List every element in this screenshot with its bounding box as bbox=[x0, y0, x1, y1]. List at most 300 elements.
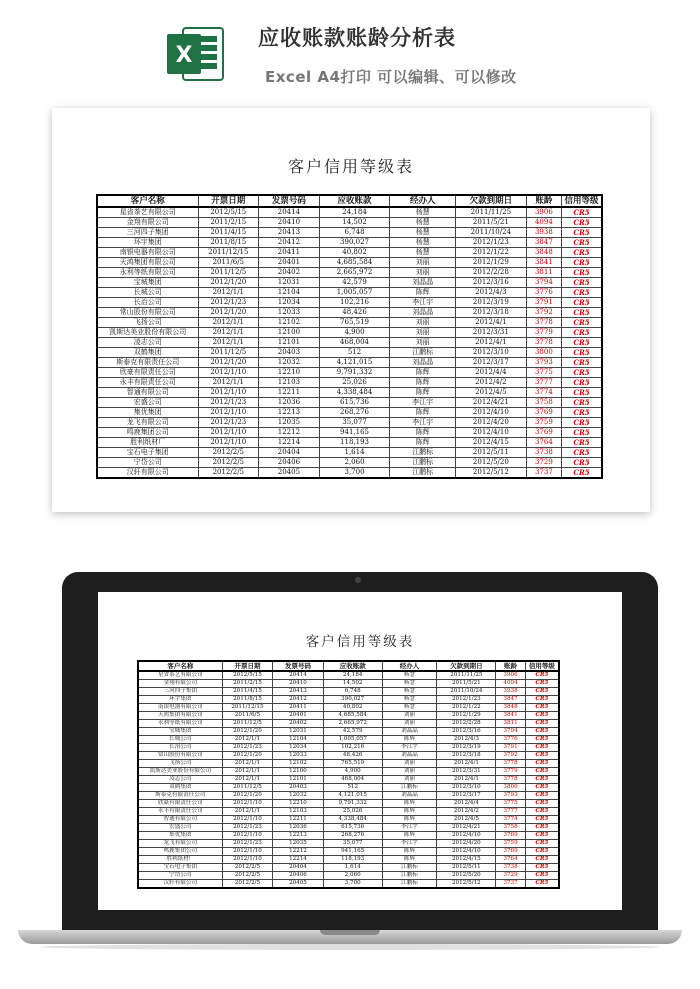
screen-table-row bbox=[138, 792, 559, 800]
table-cell: 20411 bbox=[259, 248, 320, 258]
screen-table-cell: 102,216 bbox=[323, 744, 382, 752]
screen-table-row bbox=[138, 696, 559, 704]
column-header: 欠款到期日 bbox=[456, 195, 527, 207]
table-cell: CR5 bbox=[562, 248, 602, 258]
table-row bbox=[97, 328, 602, 338]
screen-table-cell: 天鸿集团有限公司 bbox=[138, 712, 222, 720]
table-cell: 12101 bbox=[259, 338, 320, 348]
table-cell: 2012/1/20 bbox=[198, 278, 259, 288]
screen-table-cell: 2012/1/1 bbox=[222, 776, 273, 784]
screen-table-cell: 刘丽 bbox=[382, 712, 437, 720]
table-cell: 2012/1/23 bbox=[198, 398, 259, 408]
screen-table-cell: 双鹤集团 bbox=[138, 784, 222, 792]
column-header: 账龄 bbox=[526, 195, 561, 207]
table-cell: 2011/12/5 bbox=[198, 348, 259, 358]
table-cell: 9,791,332 bbox=[319, 368, 390, 378]
screen-table-cell: CR5 bbox=[525, 800, 559, 808]
table-cell: CR5 bbox=[562, 228, 602, 238]
screen-table-cell: 20410 bbox=[273, 680, 324, 688]
table-cell: 鸣鹿集团公司 bbox=[97, 428, 198, 438]
table-row bbox=[97, 398, 602, 408]
screen-table-cell: 胜利纸材厂 bbox=[138, 856, 222, 864]
table-cell: 天鸿集团有限公司 bbox=[97, 258, 198, 268]
screen-table-cell: CR5 bbox=[525, 776, 559, 784]
screen-table-cell: 2012/1/10 bbox=[222, 832, 273, 840]
table-cell: CR5 bbox=[562, 298, 602, 308]
table-cell: CR5 bbox=[562, 368, 602, 378]
table-cell: 3738 bbox=[526, 448, 561, 458]
table-cell: 杨慧 bbox=[390, 218, 456, 228]
table-cell: 3758 bbox=[526, 398, 561, 408]
screen-table-row bbox=[138, 671, 559, 680]
screen-table-cell: 陈辉 bbox=[382, 800, 437, 808]
excel-icon-letter: X bbox=[175, 43, 193, 68]
screen-table-row bbox=[138, 848, 559, 856]
table-cell: 12100 bbox=[259, 328, 320, 338]
screen-table-cell: 宝石电子集团 bbox=[138, 864, 222, 872]
screen-credit-table bbox=[137, 660, 560, 889]
screen-table-cell: 2012/1/23 bbox=[222, 840, 273, 848]
screen-table-cell: 512 bbox=[323, 784, 382, 792]
screen-table-cell: 390,027 bbox=[323, 696, 382, 704]
screen-table-cell: CR5 bbox=[525, 712, 559, 720]
screen-column-header: 经办人 bbox=[382, 661, 437, 671]
table-cell: 刘丽 bbox=[390, 318, 456, 328]
screen-table-cell: 3841 bbox=[496, 712, 525, 720]
column-header: 经办人 bbox=[390, 195, 456, 207]
screen-table-cell: 4094 bbox=[496, 680, 525, 688]
table-row bbox=[97, 278, 602, 288]
table-cell: 宝石电子集团 bbox=[97, 448, 198, 458]
screen-table-cell: 3737 bbox=[496, 880, 525, 889]
table-cell: 3777 bbox=[526, 378, 561, 388]
table-cell: 欣豪有限责任公司 bbox=[97, 368, 198, 378]
screen-table-cell: 3759 bbox=[496, 840, 525, 848]
screen-table-cell: 3800 bbox=[496, 784, 525, 792]
table-cell: 14,502 bbox=[319, 218, 390, 228]
screen-table-cell: CR5 bbox=[525, 848, 559, 856]
screen-table-cell: 2011/8/15 bbox=[222, 696, 273, 704]
table-cell: 42,579 bbox=[319, 278, 390, 288]
table-cell: 12032 bbox=[259, 358, 320, 368]
table-cell: 胜利纸材厂 bbox=[97, 438, 198, 448]
table-cell: 江鹏标 bbox=[390, 348, 456, 358]
screen-table-cell: 12031 bbox=[273, 728, 324, 736]
screen-table-row bbox=[138, 688, 559, 696]
screen-table-cell: 35,077 bbox=[323, 840, 382, 848]
screen-table-cell: 268,276 bbox=[323, 832, 382, 840]
screen-table-cell: 陈辉 bbox=[382, 848, 437, 856]
table-cell: CR5 bbox=[562, 207, 602, 218]
table-row bbox=[97, 448, 602, 458]
table-cell: 永丰有限责任公司 bbox=[97, 378, 198, 388]
screen-table-cell: 陈辉 bbox=[382, 856, 437, 864]
table-cell: 12104 bbox=[259, 288, 320, 298]
screen-table-row bbox=[138, 864, 559, 872]
screen-table-cell: 3776 bbox=[496, 736, 525, 744]
screen-table-cell: 3811 bbox=[496, 720, 525, 728]
table-cell: 4094 bbox=[526, 218, 561, 228]
screen-table-cell: 长治公司 bbox=[138, 744, 222, 752]
table-cell: 斯泰克有限责任公司 bbox=[97, 358, 198, 368]
table-cell: 2012/3/19 bbox=[456, 298, 527, 308]
table-cell: 2011/6/5 bbox=[198, 258, 259, 268]
table-cell: 24,184 bbox=[319, 207, 390, 218]
table-cell: 2012/1/10 bbox=[198, 388, 259, 398]
table-cell: 2012/3/17 bbox=[456, 358, 527, 368]
screen-table-row bbox=[138, 880, 559, 889]
screen-table-cell: 2012/4/5 bbox=[437, 816, 496, 824]
table-cell: 4,900 bbox=[319, 328, 390, 338]
screen-table-cell: 3847 bbox=[496, 696, 525, 704]
screen-table-cell: 20412 bbox=[273, 696, 324, 704]
screen-table-cell: 2012/1/10 bbox=[222, 800, 273, 808]
table-cell: 集优集团 bbox=[97, 408, 198, 418]
screen-table-cell: 14,502 bbox=[323, 680, 382, 688]
table-cell: CR5 bbox=[562, 378, 602, 388]
screen-table-cell: 飞扬公司 bbox=[138, 760, 222, 768]
table-cell: 20405 bbox=[259, 468, 320, 479]
screen-table-cell: 三河四子集团 bbox=[138, 688, 222, 696]
screen-table-cell: CR5 bbox=[525, 696, 559, 704]
table-cell: 35,077 bbox=[319, 418, 390, 428]
screen-table-cell: 杨慧 bbox=[382, 671, 437, 680]
table-cell: 2012/1/1 bbox=[198, 328, 259, 338]
column-header: 客户名称 bbox=[97, 195, 198, 207]
screen-table-cell: 2011/12/5 bbox=[222, 720, 273, 728]
screen-table-row bbox=[138, 744, 559, 752]
table-cell: 三河四子集团 bbox=[97, 228, 198, 238]
table-cell: 刘丽 bbox=[390, 268, 456, 278]
screen-table-cell: 凌志公司 bbox=[138, 776, 222, 784]
screen-table-row bbox=[138, 776, 559, 784]
table-cell: 3938 bbox=[526, 228, 561, 238]
screen-table-cell: 陈辉 bbox=[382, 736, 437, 744]
screen-table-cell: 江鹏标 bbox=[382, 784, 437, 792]
table-cell: 3793 bbox=[526, 358, 561, 368]
screen-table-cell: 2012/1/20 bbox=[222, 728, 273, 736]
column-header: 信用等级 bbox=[562, 195, 602, 207]
table-cell: 20414 bbox=[259, 207, 320, 218]
table-row bbox=[97, 207, 602, 218]
table-cell: 2012/5/11 bbox=[456, 448, 527, 458]
table-cell: CR5 bbox=[562, 338, 602, 348]
screen-table-cell: 20401 bbox=[273, 712, 324, 720]
table-cell: CR5 bbox=[562, 268, 602, 278]
table-cell: 20410 bbox=[259, 218, 320, 228]
screen-table-row bbox=[138, 736, 559, 744]
screen-table-cell: 12214 bbox=[273, 856, 324, 864]
table-cell: 陈辉 bbox=[390, 368, 456, 378]
screen-table-cell: CR5 bbox=[525, 856, 559, 864]
table-cell: 2012/4/4 bbox=[456, 368, 527, 378]
table-cell: 刘丽 bbox=[390, 258, 456, 268]
table-row bbox=[97, 468, 602, 479]
table-cell: 25,026 bbox=[319, 378, 390, 388]
screen-table-cell: 6,748 bbox=[323, 688, 382, 696]
table-row bbox=[97, 348, 602, 358]
screen-table-row bbox=[138, 680, 559, 688]
page-title: 应收账款账龄分析表 bbox=[258, 26, 456, 50]
screen-table-cell: 12035 bbox=[273, 840, 324, 848]
table-cell: 40,802 bbox=[319, 248, 390, 258]
table-cell: CR5 bbox=[562, 348, 602, 358]
screen-table-cell: 杨慧 bbox=[382, 688, 437, 696]
table-cell: 2012/5/12 bbox=[456, 468, 527, 479]
screen-table-cell: CR5 bbox=[525, 704, 559, 712]
table-cell: 2012/3/16 bbox=[456, 278, 527, 288]
table-cell: 陈辉 bbox=[390, 388, 456, 398]
screen-table-row bbox=[138, 824, 559, 832]
screen-table-row bbox=[138, 856, 559, 864]
table-cell: 2,060 bbox=[319, 458, 390, 468]
screen-table-cell: CR5 bbox=[525, 752, 559, 760]
table-cell: 龙飞有限公司 bbox=[97, 418, 198, 428]
screen-table-cell: 2012/3/18 bbox=[437, 752, 496, 760]
table-cell: 3792 bbox=[526, 308, 561, 318]
table-cell: 2012/4/21 bbox=[456, 398, 527, 408]
screen-column-header: 欠款到期日 bbox=[437, 661, 496, 671]
screen-table-cell: 2,665,972 bbox=[323, 720, 382, 728]
table-cell: 3841 bbox=[526, 258, 561, 268]
screen-table-cell: 12033 bbox=[273, 752, 324, 760]
screen-table-cell: 2012/3/17 bbox=[437, 792, 496, 800]
screen-table-cell: 李江宇 bbox=[382, 824, 437, 832]
screen-table-cell: 2011/10/24 bbox=[437, 688, 496, 696]
screen-table-cell: 常山股份有限公司 bbox=[138, 752, 222, 760]
table-cell: 陈辉 bbox=[390, 428, 456, 438]
table-cell: 1,005,057 bbox=[319, 288, 390, 298]
screen-table-row bbox=[138, 840, 559, 848]
screen-table-cell: 2012/5/12 bbox=[437, 880, 496, 889]
screen-table-cell: 3764 bbox=[496, 856, 525, 864]
table-cell: 468,004 bbox=[319, 338, 390, 348]
screen-table-cell: 2012/3/16 bbox=[437, 728, 496, 736]
screen-table-cell: 2012/2/5 bbox=[222, 872, 273, 880]
table-cell: 268,276 bbox=[319, 408, 390, 418]
table-cell: 2012/2/5 bbox=[198, 468, 259, 479]
table-cell: CR5 bbox=[562, 278, 602, 288]
table-cell: 2011/10/24 bbox=[456, 228, 527, 238]
table-cell: 765,519 bbox=[319, 318, 390, 328]
table-cell: 宝城集团 bbox=[97, 278, 198, 288]
screen-table-cell: 468,004 bbox=[323, 776, 382, 784]
page-header bbox=[0, 0, 700, 100]
table-cell: CR5 bbox=[562, 318, 602, 328]
screen-table-cell: 2012/3/19 bbox=[437, 744, 496, 752]
screen-table-cell: 2011/2/15 bbox=[222, 680, 273, 688]
screen-table-cell: CR5 bbox=[525, 864, 559, 872]
screen-table-cell: CR5 bbox=[525, 744, 559, 752]
screen-table-cell: 刘丽 bbox=[382, 760, 437, 768]
screen-table-cell: 2012/4/1 bbox=[437, 760, 496, 768]
table-cell: 20404 bbox=[259, 448, 320, 458]
table-row bbox=[97, 338, 602, 348]
table-cell: CR5 bbox=[562, 258, 602, 268]
table-cell: 20403 bbox=[259, 348, 320, 358]
screen-table-cell: 龙飞有限公司 bbox=[138, 840, 222, 848]
table-cell: 宏盛公司 bbox=[97, 398, 198, 408]
screen-table-row bbox=[138, 752, 559, 760]
screen-table-cell: 2012/1/22 bbox=[437, 704, 496, 712]
table-cell: 20406 bbox=[259, 458, 320, 468]
screen-table-cell: 永利等纸有限公司 bbox=[138, 720, 222, 728]
screen-table-cell: 12211 bbox=[273, 816, 324, 824]
screen-table-cell: 20413 bbox=[273, 688, 324, 696]
table-cell: 2011/2/15 bbox=[198, 218, 259, 228]
screen-table-cell: 陈辉 bbox=[382, 832, 437, 840]
screen-table-cell: 李江宇 bbox=[382, 744, 437, 752]
table-cell: 3764 bbox=[526, 438, 561, 448]
screen-table-cell: 李江宇 bbox=[382, 840, 437, 848]
screen-table-cell: 2012/1/10 bbox=[222, 856, 273, 864]
table-cell: 宁岱公司 bbox=[97, 458, 198, 468]
table-cell: 李江宇 bbox=[390, 298, 456, 308]
screen-table-cell: 2012/5/20 bbox=[437, 872, 496, 880]
sheet-title: 客户信用等级表 bbox=[287, 157, 414, 176]
table-cell: 4,338,484 bbox=[319, 388, 390, 398]
table-cell: 2012/3/31 bbox=[456, 328, 527, 338]
table-cell: 双鹤集团 bbox=[97, 348, 198, 358]
screen-table-cell: 陈辉 bbox=[382, 808, 437, 816]
screen-table-cell: 2012/5/11 bbox=[437, 864, 496, 872]
table-cell: 2012/5/20 bbox=[456, 458, 527, 468]
table-row bbox=[97, 368, 602, 378]
screen-table-cell: 刘丽 bbox=[382, 720, 437, 728]
screen-table-cell: 2011/6/5 bbox=[222, 712, 273, 720]
table-cell: 3776 bbox=[526, 288, 561, 298]
screen-table-cell: 20403 bbox=[273, 784, 324, 792]
column-header: 发票号码 bbox=[259, 195, 320, 207]
screen-table-row bbox=[138, 816, 559, 824]
table-row bbox=[97, 458, 602, 468]
table-cell: 102,216 bbox=[319, 298, 390, 308]
screen-table-cell: 12032 bbox=[273, 792, 324, 800]
screen-table-cell: 2012/2/5 bbox=[222, 864, 273, 872]
table-cell: CR5 bbox=[562, 398, 602, 408]
screen-table-cell: 3777 bbox=[496, 808, 525, 816]
table-cell: CR5 bbox=[562, 388, 602, 398]
table-cell: CR5 bbox=[562, 288, 602, 298]
column-header: 开票日期 bbox=[198, 195, 259, 207]
table-cell: 杨慧 bbox=[390, 238, 456, 248]
table-cell: 凯斯达美业股份有限公司 bbox=[97, 328, 198, 338]
screen-table-cell: 4,900 bbox=[323, 768, 382, 776]
screen-table-cell: 941,165 bbox=[323, 848, 382, 856]
table-cell: 2012/1/10 bbox=[198, 408, 259, 418]
table-cell: 陈辉 bbox=[390, 408, 456, 418]
table-cell: 2012/4/1 bbox=[456, 338, 527, 348]
screen-table-cell: 杨慧 bbox=[382, 680, 437, 688]
page-subtitle: Excel A4打印 可以编辑、可以修改 bbox=[265, 68, 517, 86]
screen-table-cell: 3794 bbox=[496, 728, 525, 736]
column-header: 应收账款 bbox=[319, 195, 390, 207]
screen-table-cell: 2012/1/1 bbox=[222, 736, 273, 744]
screen-table-cell: 环宇集团 bbox=[138, 696, 222, 704]
screen-table-cell: 3906 bbox=[496, 671, 525, 680]
screen-table-cell: 2012/4/21 bbox=[437, 824, 496, 832]
screen-table-cell: CR5 bbox=[525, 792, 559, 800]
screen-table-cell: CR5 bbox=[525, 760, 559, 768]
table-cell: 2012/1/22 bbox=[456, 248, 527, 258]
screen-column-header: 账龄 bbox=[496, 661, 525, 671]
screen-table-cell: 2,060 bbox=[323, 872, 382, 880]
table-cell: 飞扬公司 bbox=[97, 318, 198, 328]
table-cell: 凌志公司 bbox=[97, 338, 198, 348]
screen-table-cell: CR5 bbox=[525, 824, 559, 832]
table-row bbox=[97, 308, 602, 318]
table-cell: 2012/1/10 bbox=[198, 438, 259, 448]
screen-table-cell: 20411 bbox=[273, 704, 324, 712]
table-cell: 3778 bbox=[526, 318, 561, 328]
screen-table-cell: 2012/4/4 bbox=[437, 800, 496, 808]
table-cell: CR5 bbox=[562, 448, 602, 458]
table-cell: 2012/4/20 bbox=[456, 418, 527, 428]
screen-table-row bbox=[138, 704, 559, 712]
table-cell: 3775 bbox=[526, 368, 561, 378]
table-cell: 2011/4/15 bbox=[198, 228, 259, 238]
screen-sheet-title: 客户信用等级表 bbox=[305, 634, 415, 650]
table-cell: 12212 bbox=[259, 428, 320, 438]
screen-table-cell: 2012/4/15 bbox=[437, 856, 496, 864]
laptop-screen bbox=[98, 592, 622, 910]
screen-table-cell: 4,685,584 bbox=[323, 712, 382, 720]
screen-table-cell: 刘晶晶 bbox=[382, 728, 437, 736]
screen-table-cell: 2012/2/5 bbox=[222, 880, 273, 889]
screen-table-cell: 4,338,484 bbox=[323, 816, 382, 824]
screen-table-cell: 3758 bbox=[496, 824, 525, 832]
table-cell: 刘丽 bbox=[390, 328, 456, 338]
screen-table-cell: 1,614 bbox=[323, 864, 382, 872]
screen-column-header: 发票号码 bbox=[273, 661, 324, 671]
table-cell: 2012/1/23 bbox=[456, 238, 527, 248]
table-cell: CR5 bbox=[562, 428, 602, 438]
screen-table-cell: CR5 bbox=[525, 840, 559, 848]
screen-table-cell: 3778 bbox=[496, 776, 525, 784]
screen-table-cell: CR5 bbox=[525, 688, 559, 696]
table-cell: 杨慧 bbox=[390, 207, 456, 218]
table-cell: 12033 bbox=[259, 308, 320, 318]
screen-table-cell: 42,579 bbox=[323, 728, 382, 736]
screen-table-cell: 3779 bbox=[496, 768, 525, 776]
table-cell: 2011/12/5 bbox=[198, 268, 259, 278]
screen-table-cell: 2012/4/2 bbox=[437, 808, 496, 816]
table-cell: 3779 bbox=[526, 328, 561, 338]
screen-table-cell: 南银电器有限公司 bbox=[138, 704, 222, 712]
laptop-mockup bbox=[62, 572, 658, 930]
screen-table-cell: 40,802 bbox=[323, 704, 382, 712]
table-cell: 刘晶晶 bbox=[390, 358, 456, 368]
table-cell: 2012/1/20 bbox=[198, 358, 259, 368]
table-cell: 江鹏标 bbox=[390, 448, 456, 458]
screen-table-cell: 江鹏标 bbox=[382, 864, 437, 872]
table-cell: 1,614 bbox=[319, 448, 390, 458]
table-cell: 2011/11/25 bbox=[456, 207, 527, 218]
table-cell: 2012/3/18 bbox=[456, 308, 527, 318]
table-cell: 6,748 bbox=[319, 228, 390, 238]
table-cell: 2012/1/1 bbox=[198, 378, 259, 388]
table-cell: 2,665,972 bbox=[319, 268, 390, 278]
screen-table-cell: 3791 bbox=[496, 744, 525, 752]
table-cell: 2012/1/23 bbox=[198, 418, 259, 428]
laptop-base bbox=[18, 930, 682, 944]
table-cell: 金翔有限公司 bbox=[97, 218, 198, 228]
screen-table-row bbox=[138, 872, 559, 880]
table-cell: 长治公司 bbox=[97, 298, 198, 308]
screen-table-cell: 宏盛公司 bbox=[138, 824, 222, 832]
table-cell: CR5 bbox=[562, 358, 602, 368]
screen-table-cell: 20402 bbox=[273, 720, 324, 728]
